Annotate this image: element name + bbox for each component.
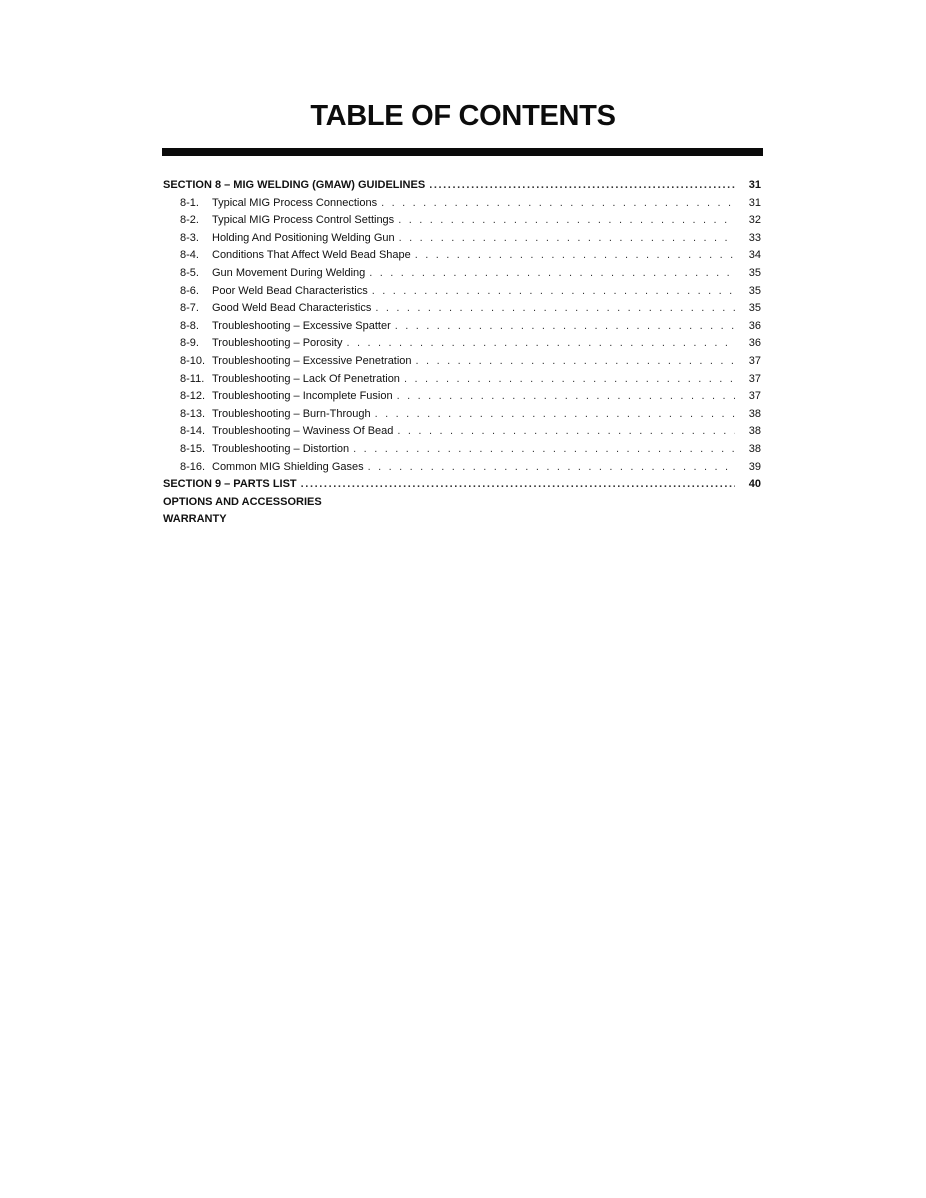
toc-page-number: 38: [748, 442, 761, 455]
toc-section-heading: [163, 511, 761, 529]
toc-page-number: 32: [748, 214, 761, 227]
toc-entry-label: SECTION 8 – MIG WELDING (GMAW) GUIDELINES: [163, 179, 426, 191]
toc-entry: [163, 388, 761, 406]
toc-entry-label: Typical MIG Process Connections: [212, 196, 378, 209]
toc-entry-label: Typical MIG Process Control Settings: [212, 214, 395, 227]
toc-entry-label: WARRANTY: [163, 513, 227, 526]
toc-entry-label: Troubleshooting – Excessive Penetration: [212, 354, 412, 367]
dot-leader: [397, 388, 735, 406]
toc-entry-number: 8-16.: [180, 460, 206, 473]
toc-page-number: 36: [748, 337, 761, 350]
page-title: TABLE OF CONTENTS: [310, 100, 616, 132]
toc-entry: [163, 335, 761, 353]
dot-leader: [301, 476, 735, 494]
dot-leader: [416, 353, 735, 371]
dot-leader: [368, 459, 735, 477]
dot-leader: [404, 371, 735, 389]
dot-leader: [375, 300, 735, 318]
toc-entry-label: Troubleshooting – Waviness Of Bead: [212, 425, 394, 438]
toc-entry-label: Troubleshooting – Distortion: [212, 442, 350, 455]
toc-entry-label: SECTION 9 – PARTS LIST: [163, 478, 297, 491]
dot-leader: [375, 406, 735, 424]
dot-leader: [397, 423, 735, 441]
dot-leader: [369, 265, 735, 283]
toc-entry-number: 8-9.: [180, 337, 199, 350]
toc-entry-number: 8-6.: [180, 284, 199, 297]
toc-page-number: 31: [748, 196, 761, 209]
toc-entry: [163, 195, 761, 213]
dot-leader: [346, 335, 735, 353]
table-of-contents: [163, 177, 761, 529]
toc-entry-label: Good Weld Bead Characteristics: [212, 302, 372, 315]
toc-entry-number: 8-14.: [180, 425, 206, 438]
toc-entry: [163, 230, 761, 248]
toc-entry: [163, 459, 761, 477]
toc-page-number: 35: [748, 266, 761, 279]
toc-entry-number: 8-8.: [180, 319, 199, 332]
toc-entry-number: 8-13.: [180, 407, 206, 420]
toc-entry-number: 8-2.: [180, 214, 199, 227]
toc-page-number: 37: [748, 372, 761, 385]
toc-entry-label: Troubleshooting – Incomplete Fusion: [212, 390, 393, 403]
dot-leader: [429, 177, 735, 195]
toc-page-number: 40: [748, 478, 761, 491]
toc-section-heading: [163, 494, 761, 512]
toc-section-heading: [163, 177, 761, 195]
toc-page-number: 34: [748, 249, 761, 262]
dot-leader: [399, 230, 735, 248]
toc-entry-number: 8-12.: [180, 390, 206, 403]
toc-entry-label: Holding And Positioning Welding Gun: [212, 231, 395, 244]
toc-entry: [163, 247, 761, 265]
toc-entry-number: 8-4.: [180, 249, 199, 262]
toc-entry-number: 8-5.: [180, 266, 199, 279]
toc-entry-label: Troubleshooting – Excessive Spatter: [212, 319, 391, 332]
toc-entry-number: 8-3.: [180, 231, 199, 244]
toc-page-number: 37: [748, 354, 761, 367]
toc-entry-number: 8-7.: [180, 302, 199, 315]
dot-leader: [372, 283, 735, 301]
dot-leader: [395, 318, 735, 336]
dot-leader: [398, 212, 735, 230]
toc-entry-label: Common MIG Shielding Gases: [212, 460, 364, 473]
toc-page-number: 37: [748, 390, 761, 403]
toc-entry: [163, 371, 761, 389]
toc-entry: [163, 283, 761, 301]
toc-entry: [163, 441, 761, 459]
toc-entry-label: Troubleshooting – Porosity: [212, 337, 343, 350]
toc-page-number: 35: [748, 302, 761, 315]
toc-entry-number: 8-15.: [180, 442, 206, 455]
toc-page-number: 35: [748, 284, 761, 297]
dot-leader: [353, 441, 735, 459]
toc-entry-number: 8-1.: [180, 196, 199, 209]
toc-entry-label: Conditions That Affect Weld Bead Shape: [212, 249, 411, 262]
toc-page-number: 38: [748, 425, 761, 438]
toc-entry: [163, 212, 761, 230]
toc-page-number: 31: [748, 179, 761, 191]
toc-entry: [163, 423, 761, 441]
toc-entry: [163, 318, 761, 336]
toc-entry: [163, 265, 761, 283]
toc-section-heading: [163, 476, 761, 494]
toc-entry-label: Gun Movement During Welding: [212, 266, 366, 279]
title-rule: [162, 148, 763, 156]
toc-page-number: 33: [748, 231, 761, 244]
toc-entry: [163, 300, 761, 318]
toc-entry-label: Troubleshooting – Burn-Through: [212, 407, 371, 420]
toc-entry-number: 8-11.: [180, 372, 205, 385]
toc-entry: [163, 353, 761, 371]
toc-entry-label: Troubleshooting – Lack Of Penetration: [212, 372, 400, 385]
toc-entry-label: Poor Weld Bead Characteristics: [212, 284, 368, 297]
dot-leader: [415, 247, 735, 265]
toc-entry: [163, 406, 761, 424]
toc-page-number: 39: [748, 460, 761, 473]
toc-entry-label: OPTIONS AND ACCESSORIES: [163, 495, 322, 508]
toc-page-number: 36: [748, 319, 761, 332]
toc-page-number: 38: [748, 407, 761, 420]
dot-leader: [381, 195, 735, 213]
toc-entry-number: 8-10.: [180, 354, 206, 367]
